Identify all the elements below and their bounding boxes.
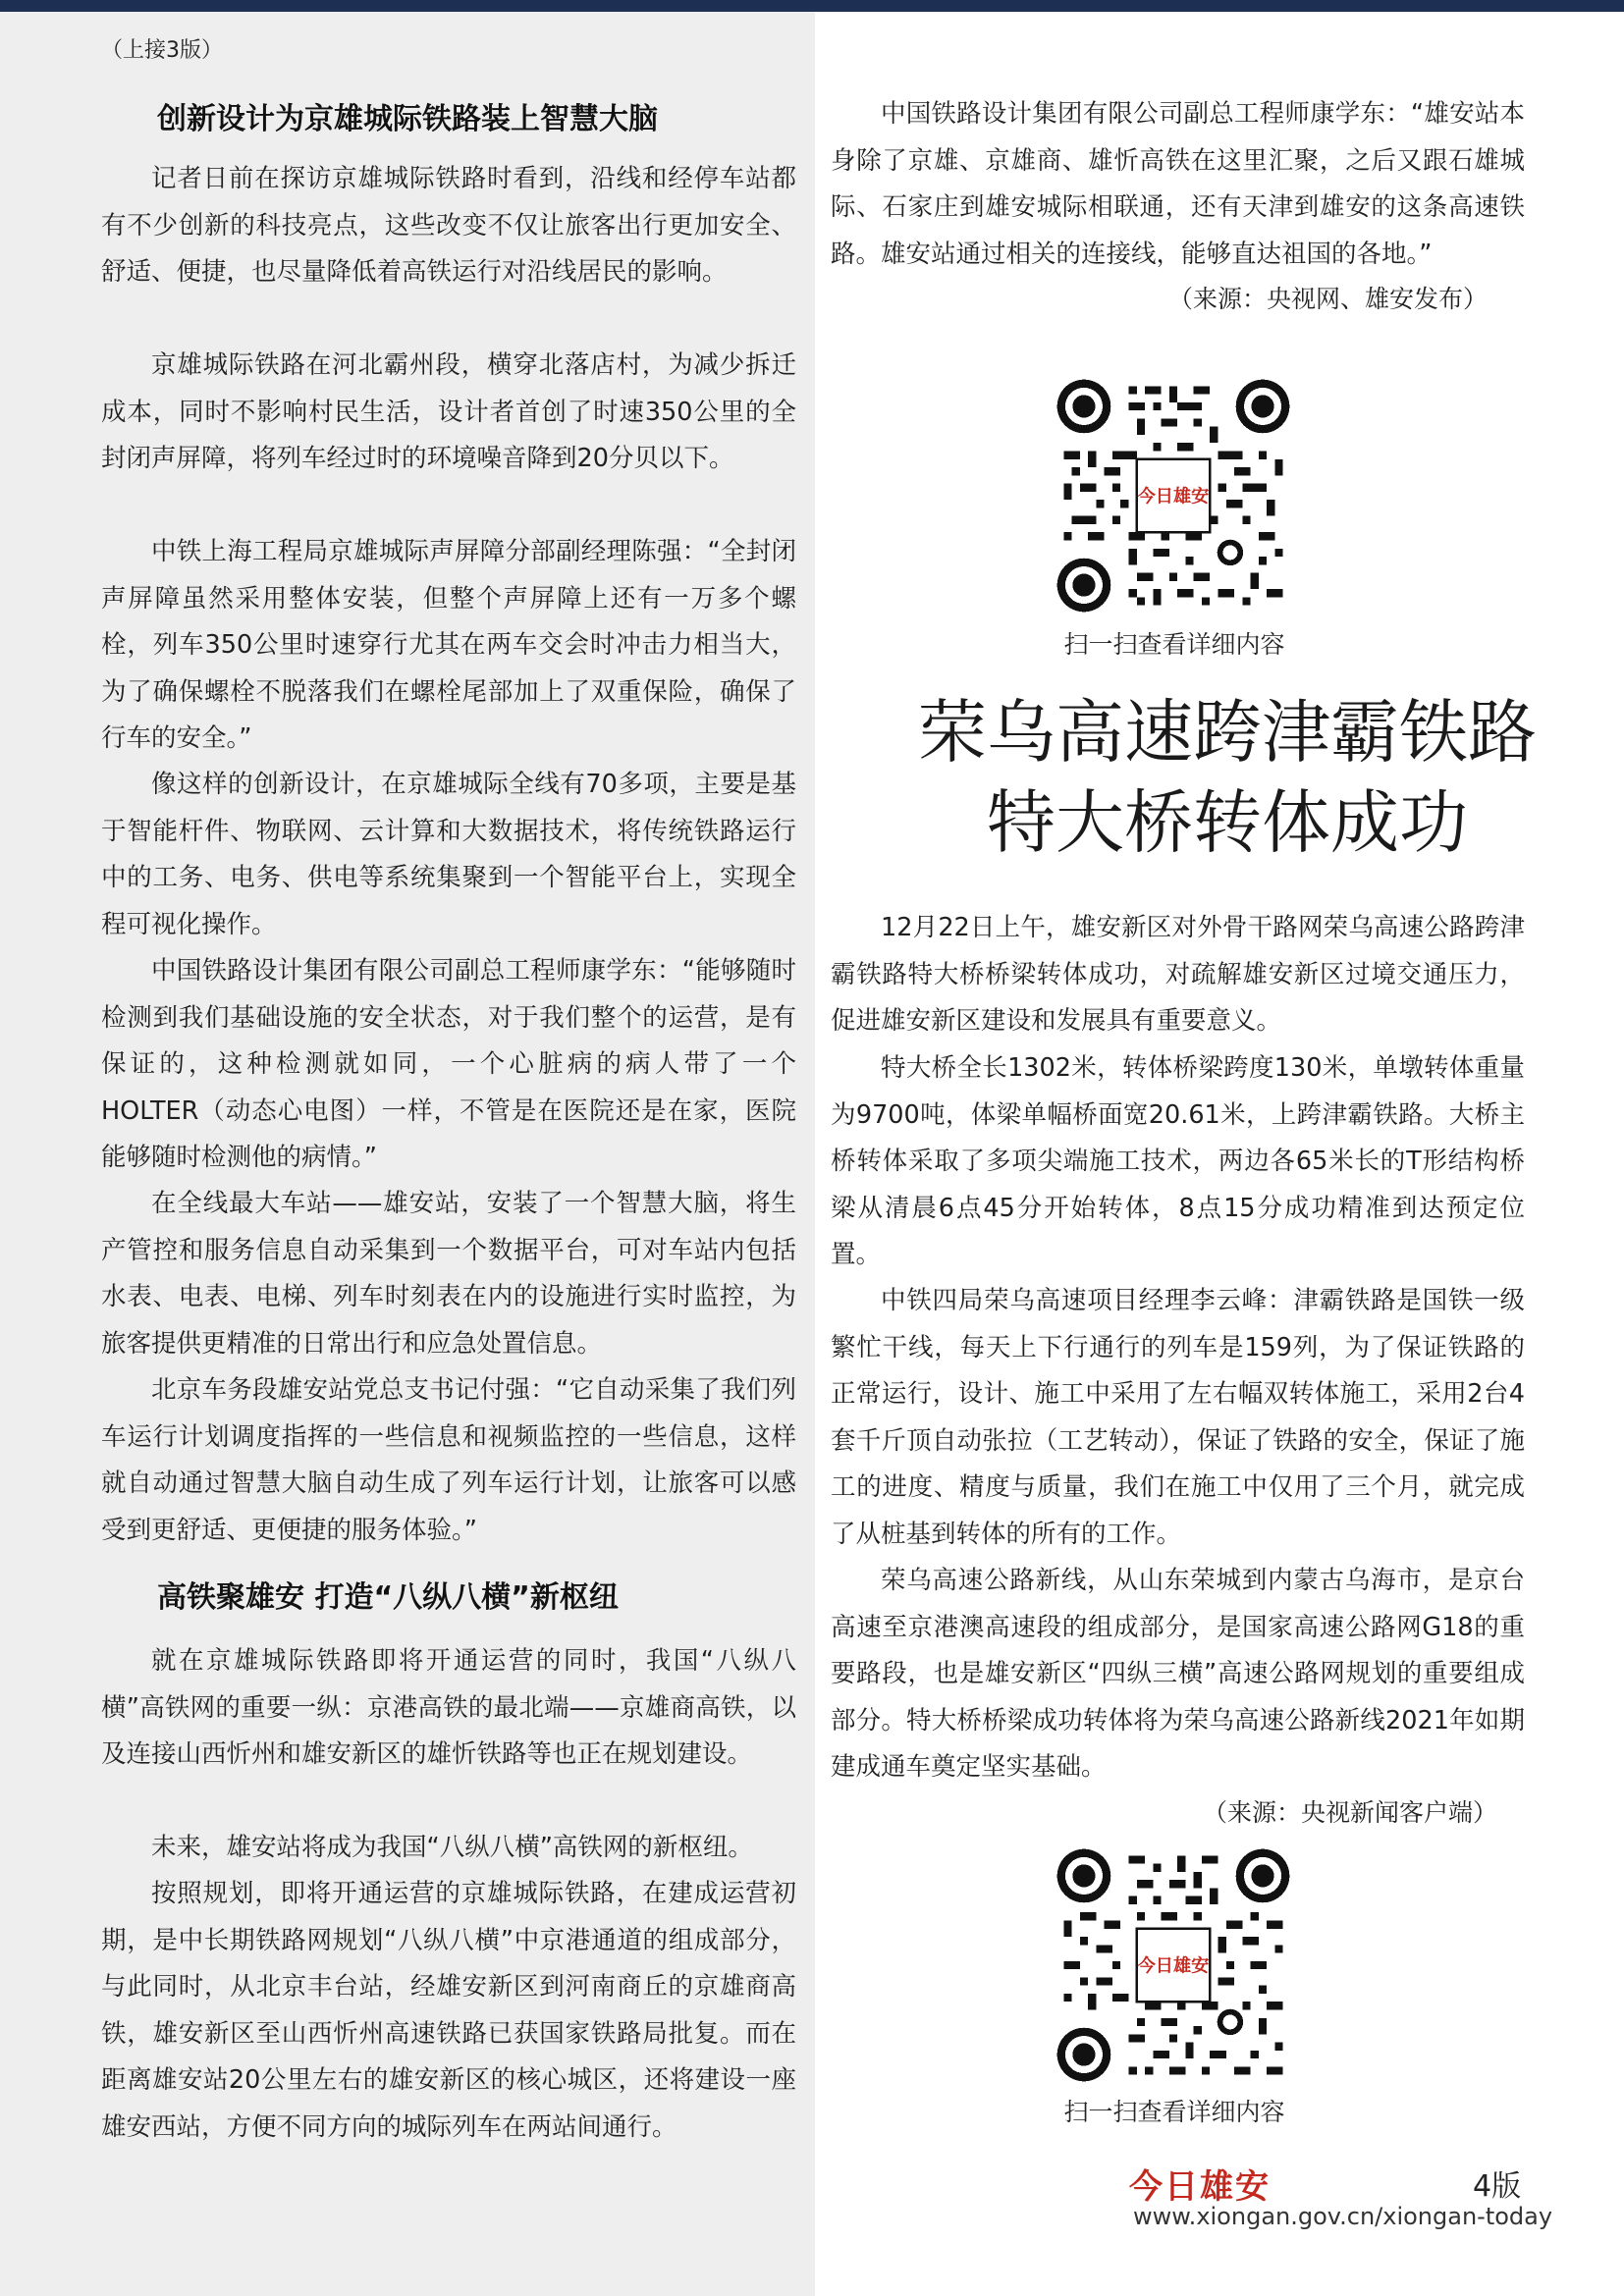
s2-paragraph-3: 按照规划，即将开通运营的京雄城际铁路，在建成运营初期，是中长期铁路网规划“八纵八横”中京港通道的组成部分，与此同时，从北京丰台站，经雄安新区到河南商丘的京雄商高铁，雄安新区至山西忻州高速铁路已获国家铁路局批复。而在距离雄安站20公里左右的雄安新区的核心城区，还将建设一座雄安西站，方便不同方向的城际列车在两站间通行。	[101, 1879, 796, 2142]
right-top-source: （来源：央视网、雄安发布）	[1168, 285, 1489, 313]
s1-paragraph-7: 北京车务段雄安站党总支书记付强：“它自动采集了我们列车运行计划调度指挥的一些信息和视频监控的一些信息，这样就自动通过智慧大脑自动生成了列车运行计划，让旅客可以感受到更舒适、更便捷的服务体验。”	[101, 1375, 796, 1545]
qr-code-2-icon	[1056, 1847, 1291, 2083]
s2-paragraph-2: 未来，雄安站将成为我国“八纵八横”高铁网的新枢纽。	[151, 1833, 753, 1862]
qr-caption-1: 扫一扫查看详细内容	[1063, 630, 1285, 659]
s2-paragraph-1: 就在京雄城际铁路即将开通运营的同时，我国“八纵八横”高铁网的重要一纵：京港高铁的最北端——京雄商高铁，以及连接山西忻州和雄安新区的雄忻铁路等也正在规划建设。	[101, 1646, 796, 1769]
footer-logo: 今日雄安	[1129, 2167, 1271, 2207]
right-paragraph-2: 特大桥全长1302米，转体桥梁跨度130米，单墩转体重量为9700吨，体梁单幅桥面宽20.61米，上跨津霸铁路。大桥主桥转体采取了多项尖端施工技术，两边各65米长的T形结构桥梁从清晨6点45分开始转体，8点15分成功精准到达预定位置。	[831, 1053, 1525, 1269]
qr-logo: 今日雄安	[1137, 486, 1210, 507]
qr-logo: 今日雄安	[1137, 1955, 1210, 1977]
section2-heading: 高铁聚雄安 打造“八纵八横”新枢纽	[157, 1580, 619, 1615]
right-bottom-source: （来源：央视新闻客户端）	[1203, 1798, 1498, 1827]
s1-paragraph-4: 像这样的创新设计，在京雄城际全线有70多项，主要是基于智能杆件、物联网、云计算和大数据技术，将传统铁路运行中的工务、电务、供电等系统集聚到一个智能平台上，实现全程可视化操作。	[101, 770, 796, 939]
s1-paragraph-2: 京雄城际铁路在河北霸州段，横穿北落店村，为减少拆迁成本，同时不影响村民生活，设计者首创了时速350公里的全封闭声屏障，将列车经过时的环境噪音降到20分贝以下。	[101, 350, 796, 473]
top-bar	[0, 0, 1624, 12]
continued-note: （上接3版）	[101, 38, 223, 63]
article-title-line-1: 荣乌高速跨津霸铁路	[918, 692, 1537, 773]
s1-paragraph-1: 记者日前在探访京雄城际铁路时看到，沿线和经停车站都有不少创新的科技亮点，这些改变不仅让旅客出行更加安全、舒适、便捷，也尽量降低着高铁运行对沿线居民的影响。	[101, 164, 796, 287]
right-paragraph-3: 中铁四局荣乌高速项目经理李云峰：津霸铁路是国铁一级繁忙干线，每天上下行通行的列车是159列，为了保证铁路的正常运行，设计、施工中采用了左右幅双转体施工，采用2台4套千斤顶自动张拉（工艺转动），保证了铁路的安全，保证了施工的进度、精度与质量，我们在施工中仅用了三个月，就完成了从桩基到转体的所有的工作。	[831, 1286, 1525, 1549]
section1-heading: 创新设计为京雄城际铁路装上智慧大脑	[157, 102, 658, 136]
article-title-line-2: 特大桥转体成功	[987, 782, 1468, 863]
qr-code-1-icon	[1056, 378, 1291, 614]
right-paragraph-1: 12月22日上午，雄安新区对外骨干路网荣乌高速公路跨津霸铁路特大桥桥梁转体成功，对疏解雄安新区过境交通压力，促进雄安新区建设和发展具有重要意义。	[831, 913, 1525, 1036]
footer-url[interactable]: www.xiongan.gov.cn/xiongan-today	[1133, 2203, 1553, 2230]
s1-paragraph-3: 中铁上海工程局京雄城际声屏障分部副经理陈强：“全封闭声屏障虽然采用整体安装，但整个声屏障上还有一万多个螺栓，列车350公里时速穿行尤其在两车交会时冲击力相当大，为了确保螺栓不脱落我们在螺栓尾部加上了双重保险，确保了行车的安全。”	[101, 537, 796, 753]
page-number: 4版	[1473, 2169, 1522, 2204]
qr-caption-2: 扫一扫查看详细内容	[1063, 2098, 1285, 2126]
qr-code-2[interactable]	[1056, 1847, 1291, 2083]
qr-code-1[interactable]	[1056, 378, 1291, 614]
right-paragraph-4: 荣乌高速公路新线，从山东荣城到内蒙古乌海市，是京台高速至京港澳高速段的组成部分，是国家高速公路网G18的重要路段，也是雄安新区“四纵三横”高速公路网规划的重要组成部分。特大桥桥梁成功转体将为荣乌高速公路新线2021年如期建成通车奠定坚实基础。	[831, 1566, 1525, 1782]
right-top-paragraph: 中国铁路设计集团有限公司副总工程师康学东：“雄安站本身除了京雄、京雄商、雄忻高铁在这里汇聚，之后又跟石雄城际、石家庄到雄安城际相联通，还有天津到雄安的这条高速铁路。雄安站通过相关的连接线，能够直达祖国的各地。”	[831, 99, 1525, 269]
s1-paragraph-5: 中国铁路设计集团有限公司副总工程师康学东：“能够随时检测到我们基础设施的安全状态，对于我们整个的运营，是有保证的，这种检测就如同，一个心脏病的病人带了一个HOLTER（动态心电图）一样，不管是在医院还是在家，医院能够随时检测他的病情。”	[101, 956, 796, 1172]
s1-paragraph-6: 在全线最大车站——雄安站，安装了一个智慧大脑，将生产管控和服务信息自动采集到一个数据平台，可对车站内包括水表、电表、电梯、列车时刻表在内的设施进行实时监控，为旅客提供更精准的日常出行和应急处置信息。	[101, 1189, 796, 1359]
